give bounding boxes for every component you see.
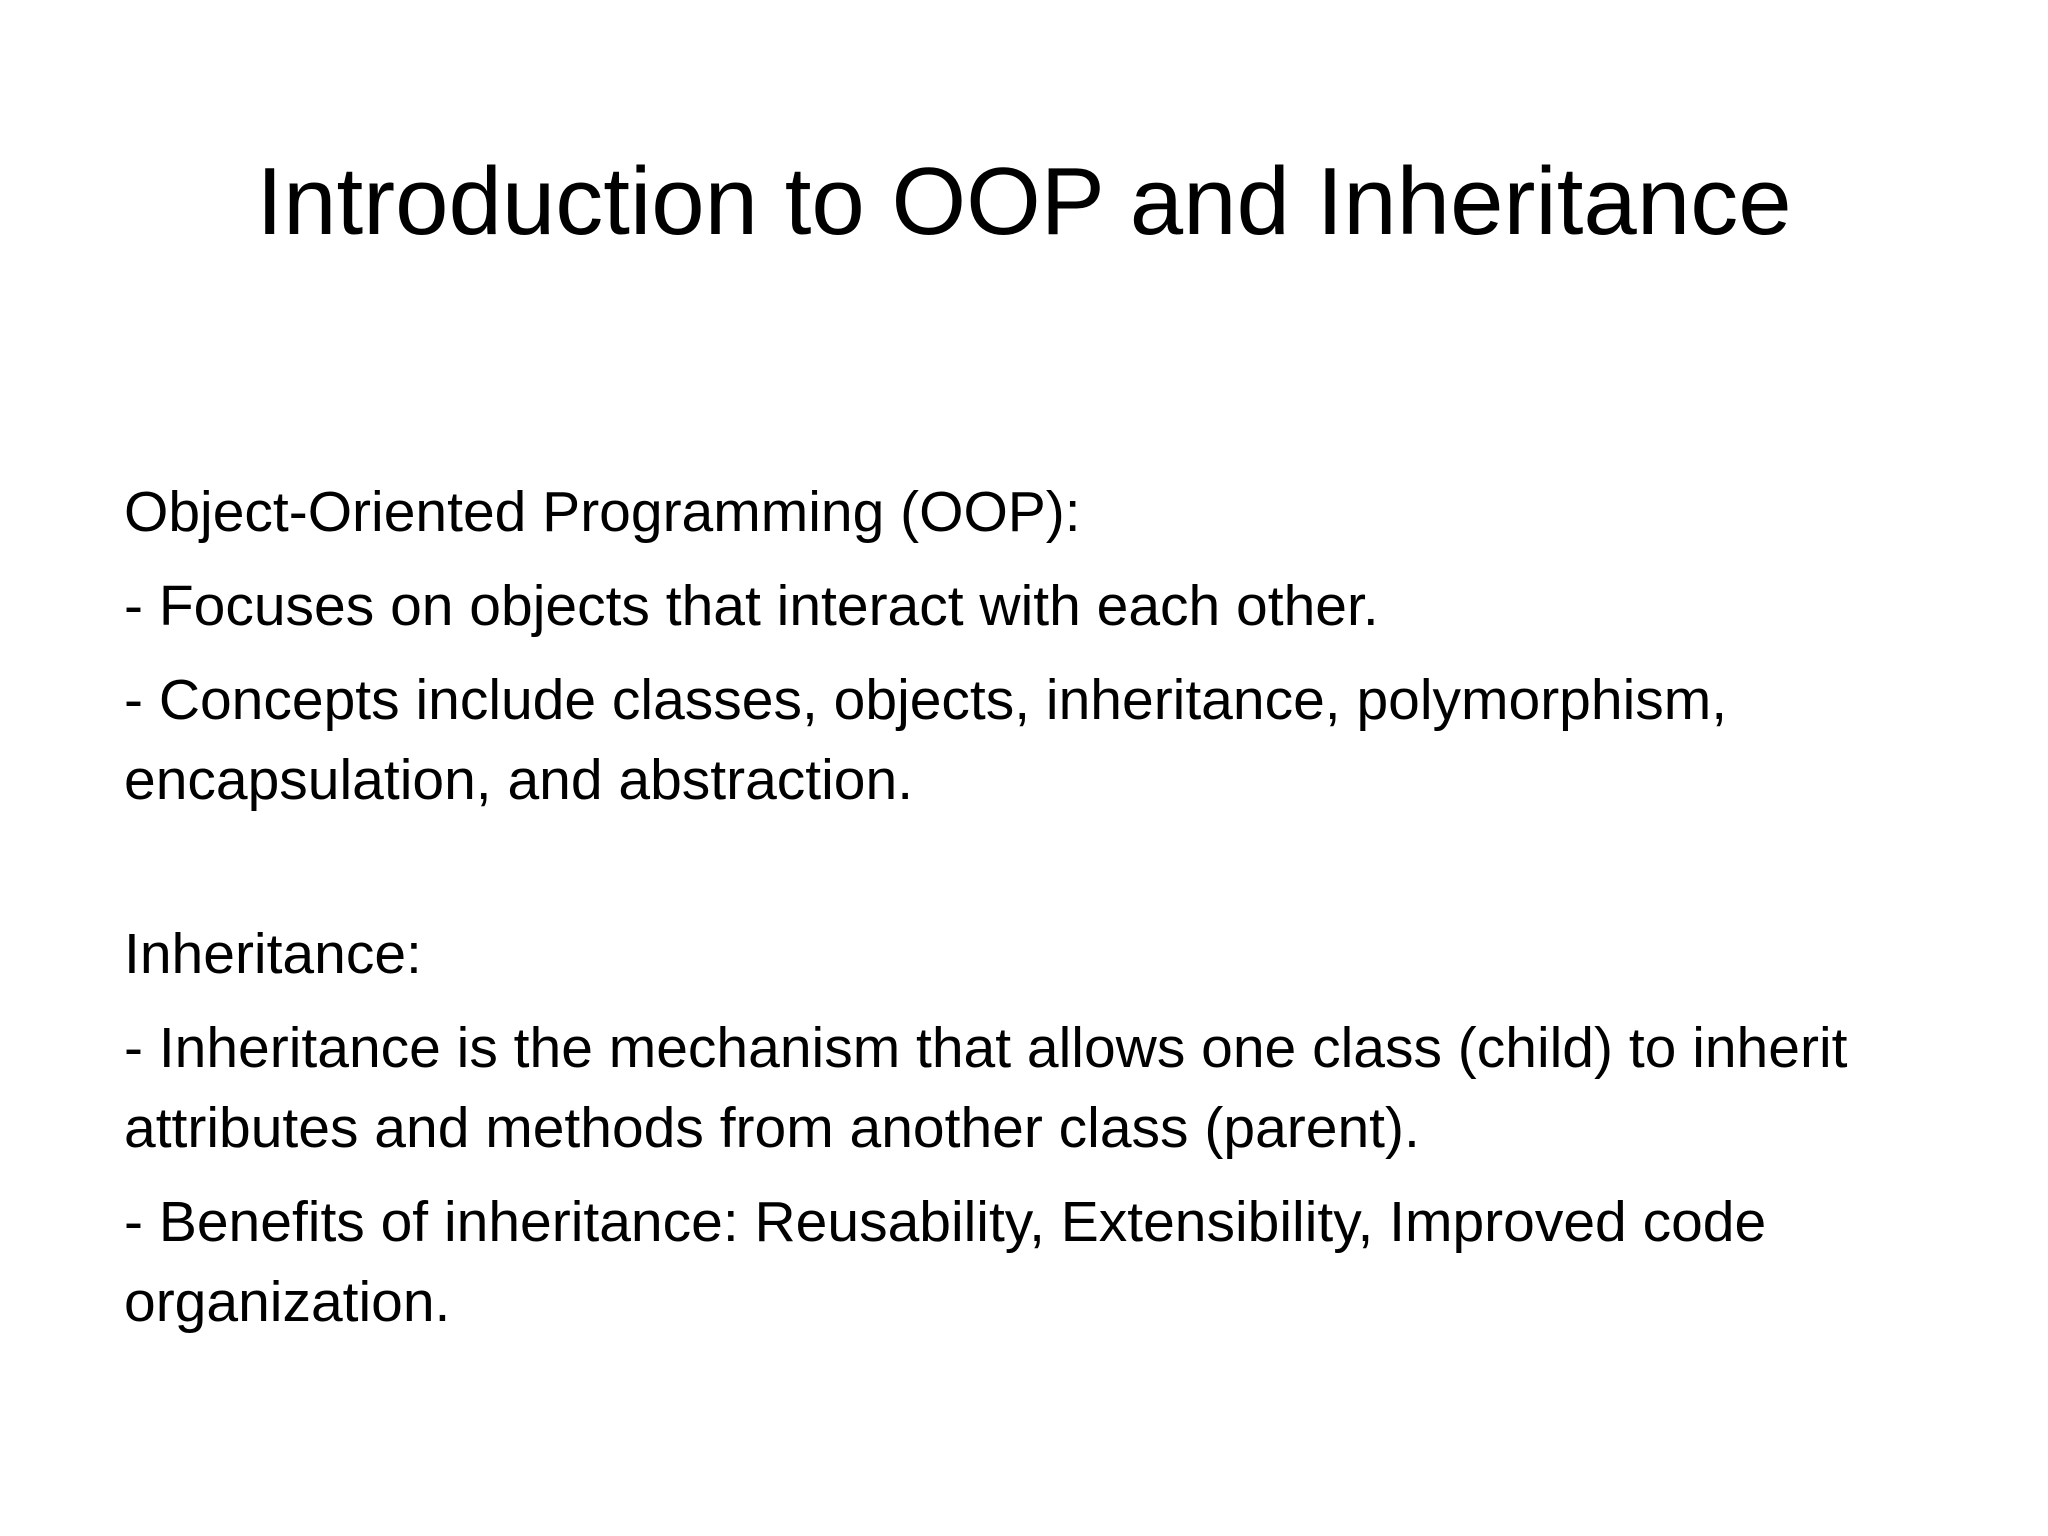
- section-spacer: [124, 834, 1944, 914]
- bullet-item: - Benefits of inheritance: Reusability, Extensibility, Improved code organization.: [124, 1190, 1767, 1334]
- slide-body: [124, 472, 1944, 1356]
- section-heading: Object-Oriented Programming (OOP):: [124, 480, 1081, 544]
- bullet-item: - Inheritance is the mechanism that allows one class (child) to inherit attributes and methods from another class (parent).: [124, 1016, 1848, 1160]
- bullet-item: - Focuses on objects that interact with each other.: [124, 574, 1379, 638]
- slide-title: Introduction to OOP and Inheritance: [256, 148, 1792, 255]
- section-heading: Inheritance:: [124, 922, 422, 986]
- section-inheritance: [124, 914, 1944, 1342]
- bullet-item: - Concepts include classes, objects, inheritance, polymorphism, encapsulation, and abstraction.: [124, 668, 1728, 812]
- section-oop: [124, 472, 1944, 820]
